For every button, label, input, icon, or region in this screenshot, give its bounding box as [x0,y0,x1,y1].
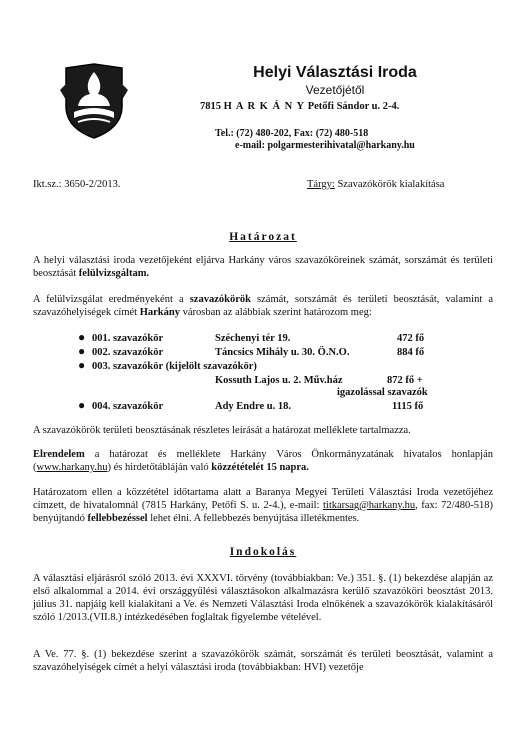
publication-order: Elrendelem a határozat és melléklete Harkány Város Önkormányzatának hivatalos honlapján (www.harkany.hu) és hirdetőtábláján való közzétételét 15 napra. [33,449,493,473]
address-zip: 7815 [200,101,221,112]
coat-of-arms-logo [60,60,128,140]
precinct-address: Kossuth Lajos u. 2. Műv.ház [215,375,343,386]
appeal-paragraph: Határozatom ellen a közzététel időtartama alatt a Baranya Megyei Területi Választási Iroda vezetőjéhez címzett, de hivatalomnál (7815 Harkány, Petőfi S. u. 2-4.), e-mail: titkarsag@harkany.hu, fax: 72/480-518) benyújtandó fellebbezéssel lehet élni. A fellebbezés benyújtása illetékmentes. [33,487,493,524]
office-address [200,101,399,112]
precinct-name: 002. szavazókör [92,347,164,358]
precinct-name: 001. szavazókör [92,333,164,344]
bullet-icon: ● [78,330,86,344]
office-phone: Tel.: (72) 480-202, Fax: (72) 480-518 [215,128,369,139]
precinct-count: 872 fő + [387,375,423,386]
justification-paragraph-1: A választási eljárásról szóló 2013. évi XXXVI. törvény (továbbiakban: Ve.) 351. §. (1) bekezdése alapján az első alkalommal a 2014. évi országgyűlési választásokon alkalmazásra kerülő szavazóköri beosztást 2013. július 31. napjáig kell kialakítani a Ve. és Nemzeti Választási Iroda elnökének a szavazókörök kialakításáról szóló 1/2013.(VII.8.) intézkedésében foglaltak figyelembe vételével. [33,573,493,623]
precinct-count: 472 fő [397,333,425,344]
precinct-name: 004. szavazókör [92,401,164,412]
decision-paragraph-2: A felülvizsgálat eredményeként a szavazókörök számát, sorszámát és területi beosztását, valamint a szavazóhelyiségek címét Harkány városban az alábbiak szerint határozom meg: [33,294,494,318]
office-email: e-mail: polgarmesterihivatal@harkany.hu [235,140,415,151]
address-city: H A R K Á N Y [223,101,306,112]
subject-line [307,178,444,191]
reference-number: Ikt.sz.: 3650-2/2013. [33,179,121,190]
office-subtitle: Vezetőjétől [305,83,365,97]
subject-text: Szavazókörök kialakítása [337,179,445,190]
precinct-name: 003. szavazókör (kijelölt szavazókör) [92,361,257,372]
bullet-icon: ● [78,344,86,358]
subject-label: Tárgy: [307,179,335,190]
precinct-count: 1115 fő [392,401,424,412]
section-title-decision: Határozat [229,231,297,243]
decision-paragraph-1: A helyi választási iroda vezetőjeként eljárva Harkány város szavazóköreinek számát, sorszámát és területi beosztását felülvizsgáltam. [33,255,493,279]
precinct-address: Ady Endre u. 18. [215,401,291,412]
precinct-address: Széchenyi tér 19. [215,333,291,344]
office-title: Helyi Választási Iroda [253,64,417,81]
precinct-address: Táncsics Mihály u. 30. Ö.N.O. [215,347,350,358]
address-street: Petőfi Sándor u. 2-4. [307,101,400,112]
email-link[interactable]: titkarsag@harkany.hu [322,500,416,511]
website-link[interactable]: www.harkany.hu [36,462,108,473]
bullet-icon: ● [78,358,86,372]
appendix-note: A szavazókörök területi beosztásának részletes leírását a határozat melléklete tartalmazza. [33,425,411,436]
precinct-extra: igazolással szavazók [337,387,428,398]
precinct-count: 884 fő [397,347,425,358]
justification-paragraph-2: A Ve. 77. §. (1) bekezdése szerint a szavazókörök számát, sorszámát és területi beosztását, valamint a szavazóhelyiségek címét a helyi választási iroda (továbbiakban: HVI) vezetője [33,649,493,673]
section-title-justification: Indokolás [229,546,297,558]
bullet-icon: ● [78,398,86,412]
